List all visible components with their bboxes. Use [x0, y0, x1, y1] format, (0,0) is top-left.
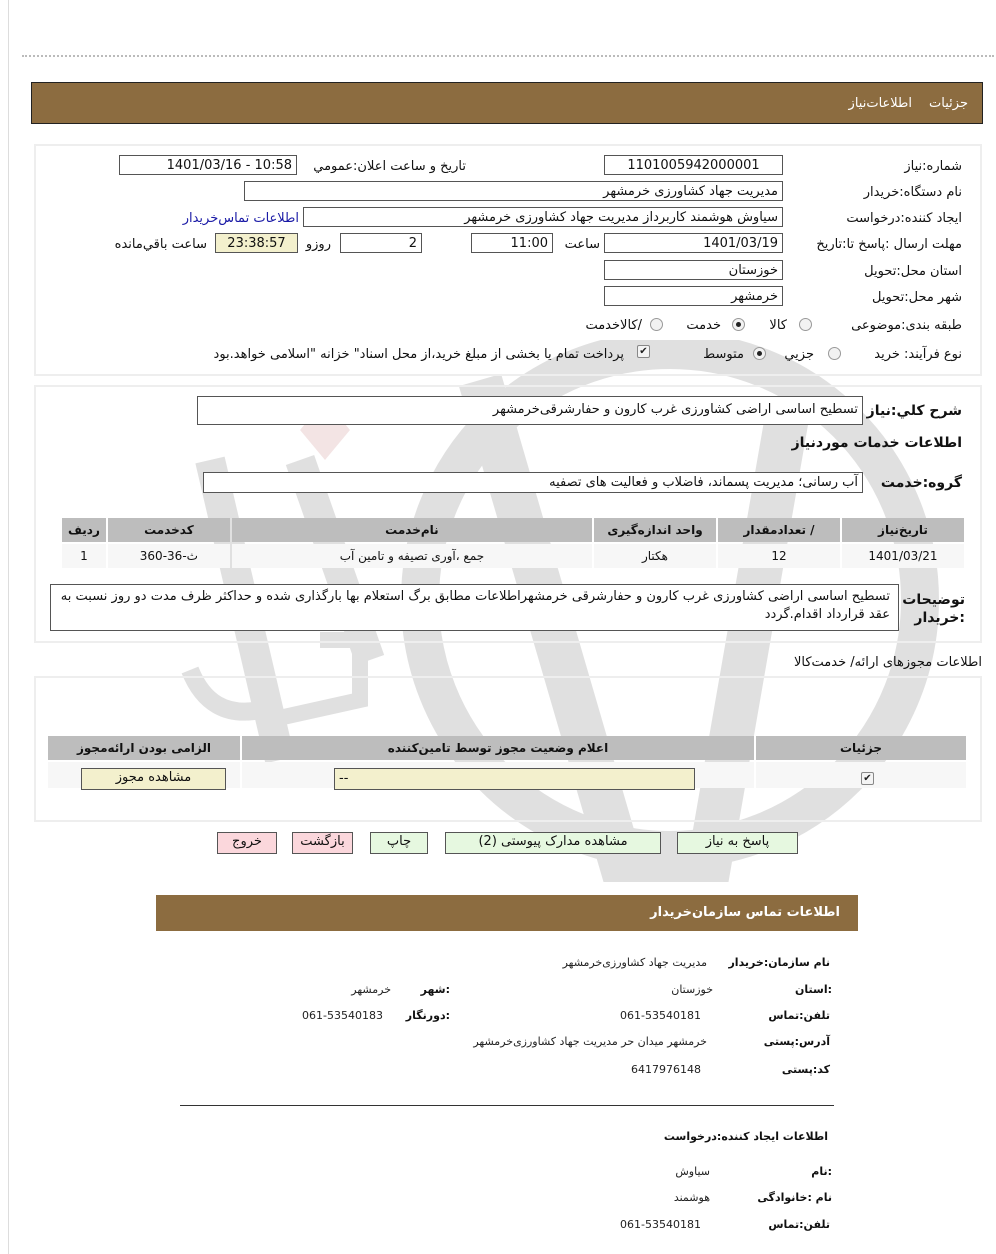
permits-header-row [48, 736, 966, 760]
cell-need-date: 1401/03/21 [842, 544, 964, 568]
header-need-info: اطلاعات‌نیاز [848, 96, 912, 111]
page-header [31, 82, 983, 124]
category-label: طبقه بندی:موضوعی [851, 318, 962, 333]
creator-phone-value: 061-53540181 [620, 1218, 701, 1231]
province-contact-label: :استان [795, 983, 832, 996]
postal-value: 6417976148 [631, 1063, 701, 1076]
need-number-field[interactable]: 1101005942000001 [604, 155, 783, 175]
services-title: اطلاعات خدمات موردنیاز [791, 435, 962, 451]
announce-label: تاریخ و ساعت اعلان:عمومي [313, 159, 466, 174]
province-label: استان محل:تحویل [864, 264, 962, 279]
address-value: خرمشهر میدان حر مدیریت جهاد کشاورزی‌خرمشهر [473, 1035, 707, 1048]
creator-field[interactable]: سیاوش هوشمند کاربرداز مدیریت جهاد کشاورزی خرمشهر [303, 207, 783, 227]
address-label: آدرس:پستی [763, 1035, 830, 1048]
cell-service-name: جمع ،آوری تصیفه و تامین آب [232, 544, 592, 568]
col-details: جزئیات [756, 736, 966, 760]
cell-row-number: 1 [62, 544, 106, 568]
buyer-org-label: نام دستگاه:خریدار [863, 185, 962, 200]
category-radio-service[interactable] [732, 318, 745, 331]
fax-value: 061-53540183 [302, 1009, 383, 1022]
city-label: شهر محل:تحویل [872, 290, 962, 305]
permit-status-field[interactable]: -- [334, 768, 695, 790]
permits-title: اطلاعات مجوزهای ارائه/ خدمت‌کالا [793, 655, 982, 670]
cell-service-code: ث-36-360 [108, 544, 230, 568]
deadline-label: مهلت ارسال :پاسخ تا:تاریخ [816, 237, 962, 252]
buyer-contact-link[interactable]: اطلاعات تماس‌خریدار [182, 211, 299, 226]
buyer-notes-label: توضیحات [902, 592, 965, 608]
creator-info-title: اطلاعات ایجاد کننده:درخواست [663, 1130, 828, 1143]
postal-label: کد:پستی [781, 1063, 830, 1076]
remaining-time-field: 23:38:57 [215, 233, 298, 253]
category-service-label: خدمت [686, 318, 721, 333]
process-medium-label: متوسط [703, 347, 744, 362]
group-field[interactable]: آب رسانی؛ مدیریت پسماند، فاضلاب و فعالیت های تصفیه [203, 472, 863, 493]
services-table [60, 516, 966, 570]
first-name-label: :نام [811, 1165, 832, 1178]
col-need-date: تاریخ‌نیاز [842, 518, 964, 542]
general-desc-field[interactable]: تسطیح اساسی اراضی کشاورزی غرب کارون و حفارشرقی‌خرمشهر [197, 396, 863, 425]
col-permit-required: الزامی بودن ارائه‌مجوز [48, 736, 240, 760]
process-minor-label: جزيي [784, 347, 814, 362]
back-button[interactable]: بازگشت [292, 832, 353, 854]
remaining-label: ساعت باقي‌مانده [114, 237, 207, 252]
category-goods-service-label: /کالاخدمت [585, 318, 642, 333]
treasury-checkbox[interactable]: ✔ [637, 345, 650, 358]
city-contact-value: خرمشهر [351, 983, 391, 996]
first-name-value: سیاوش [675, 1165, 710, 1178]
exit-button[interactable]: خروج [217, 832, 277, 854]
days-field[interactable]: 2 [340, 233, 422, 253]
phone-label: تلفن:تماس [768, 1009, 830, 1022]
need-info-panel [34, 144, 982, 376]
time-label: ساعت [564, 237, 600, 252]
province-contact-value: خوزستان [671, 983, 713, 996]
org-label: نام سازمان:خریدار [728, 956, 830, 969]
deadline-time-field[interactable]: 11:00 [471, 233, 553, 253]
col-service-name: نام‌خدمت [232, 518, 592, 542]
cell-quantity: 12 [718, 544, 840, 568]
process-radio-medium[interactable] [753, 347, 766, 360]
table-header-row [62, 518, 964, 542]
process-label: نوع فرآیند: خرید [874, 347, 962, 362]
table-row [62, 544, 964, 568]
reply-button[interactable]: پاسخ به نیاز [677, 832, 798, 854]
section-divider [180, 1105, 834, 1106]
cell-unit: هکتار [594, 544, 716, 568]
org-value: مدیریت جهاد کشاورزی‌خرمشهر [562, 956, 707, 969]
general-desc-label: شرح کلي:نیاز [866, 403, 962, 419]
category-goods-label: کالا [769, 318, 787, 333]
days-label: روزو [305, 237, 331, 252]
creator-label: ایجاد کننده:درخواست [846, 211, 962, 226]
fax-label: :دورنگار [405, 1009, 450, 1022]
header-details: جزئیات [929, 96, 968, 111]
deadline-date-field[interactable]: 1401/03/19 [604, 233, 783, 253]
view-permit-button[interactable]: مشاهده مجوز [81, 768, 226, 790]
treasury-note: پرداخت تمام یا بخشی از مبلغ خرید،از محل اسناد" خزانه "اسلامی خواهد.بود [213, 347, 624, 362]
buyer-notes-field[interactable]: تسطیح اساسی اراضی کشاورزی غرب کارون و حفارشرقی خرمشهراطلاعات مطابق برگ استعلام بها بارگذاری شده و حداکثر ظرف مدت دو روز نسبت به عقد قرارداد اقدام.گردد [50, 584, 899, 631]
print-button[interactable]: چاپ [370, 832, 428, 854]
province-field[interactable]: خوزستان [604, 260, 783, 280]
phone-value: 061-53540181 [620, 1009, 701, 1022]
need-number-label: شماره:نیاز [904, 159, 962, 174]
group-label: گروه:خدمت [880, 475, 962, 491]
buyer-notes-label-2: :خریدار [914, 610, 965, 626]
contact-header [156, 895, 858, 931]
city-contact-label: :شهر [420, 983, 450, 996]
creator-phone-label: تلفن:تماس [768, 1218, 830, 1231]
attachments-button[interactable]: مشاهده مدارک پیوستی (2) [445, 832, 661, 854]
city-field[interactable]: خرمشهر [604, 286, 783, 306]
contact-title: اطلاعات تماس سازمان‌خریدار [650, 905, 840, 920]
col-service-code: کدخدمت [108, 518, 230, 542]
permit-required-checkbox[interactable]: ✔ [861, 772, 874, 785]
buyer-org-field[interactable]: مدیریت جهاد کشاورزی خرمشهر [244, 181, 783, 201]
process-radio-minor[interactable] [828, 347, 841, 360]
page-border [8, 0, 9, 1254]
top-divider [22, 55, 994, 57]
col-quantity: / تعدادمقدار [718, 518, 840, 542]
col-row-number: ردیف [62, 518, 106, 542]
last-name-label: نام :خانوادگی [757, 1191, 832, 1204]
col-unit: واحد اندازه‌گیری [594, 518, 716, 542]
category-radio-goods-service[interactable] [650, 318, 663, 331]
category-radio-goods[interactable] [799, 318, 812, 331]
announce-date-field[interactable]: 1401/03/16 - 10:58 [119, 155, 297, 175]
col-permit-status: اعلام وضعیت مجوز توسط تامین‌کننده [242, 736, 754, 760]
last-name-value: هوشمند [673, 1191, 710, 1204]
